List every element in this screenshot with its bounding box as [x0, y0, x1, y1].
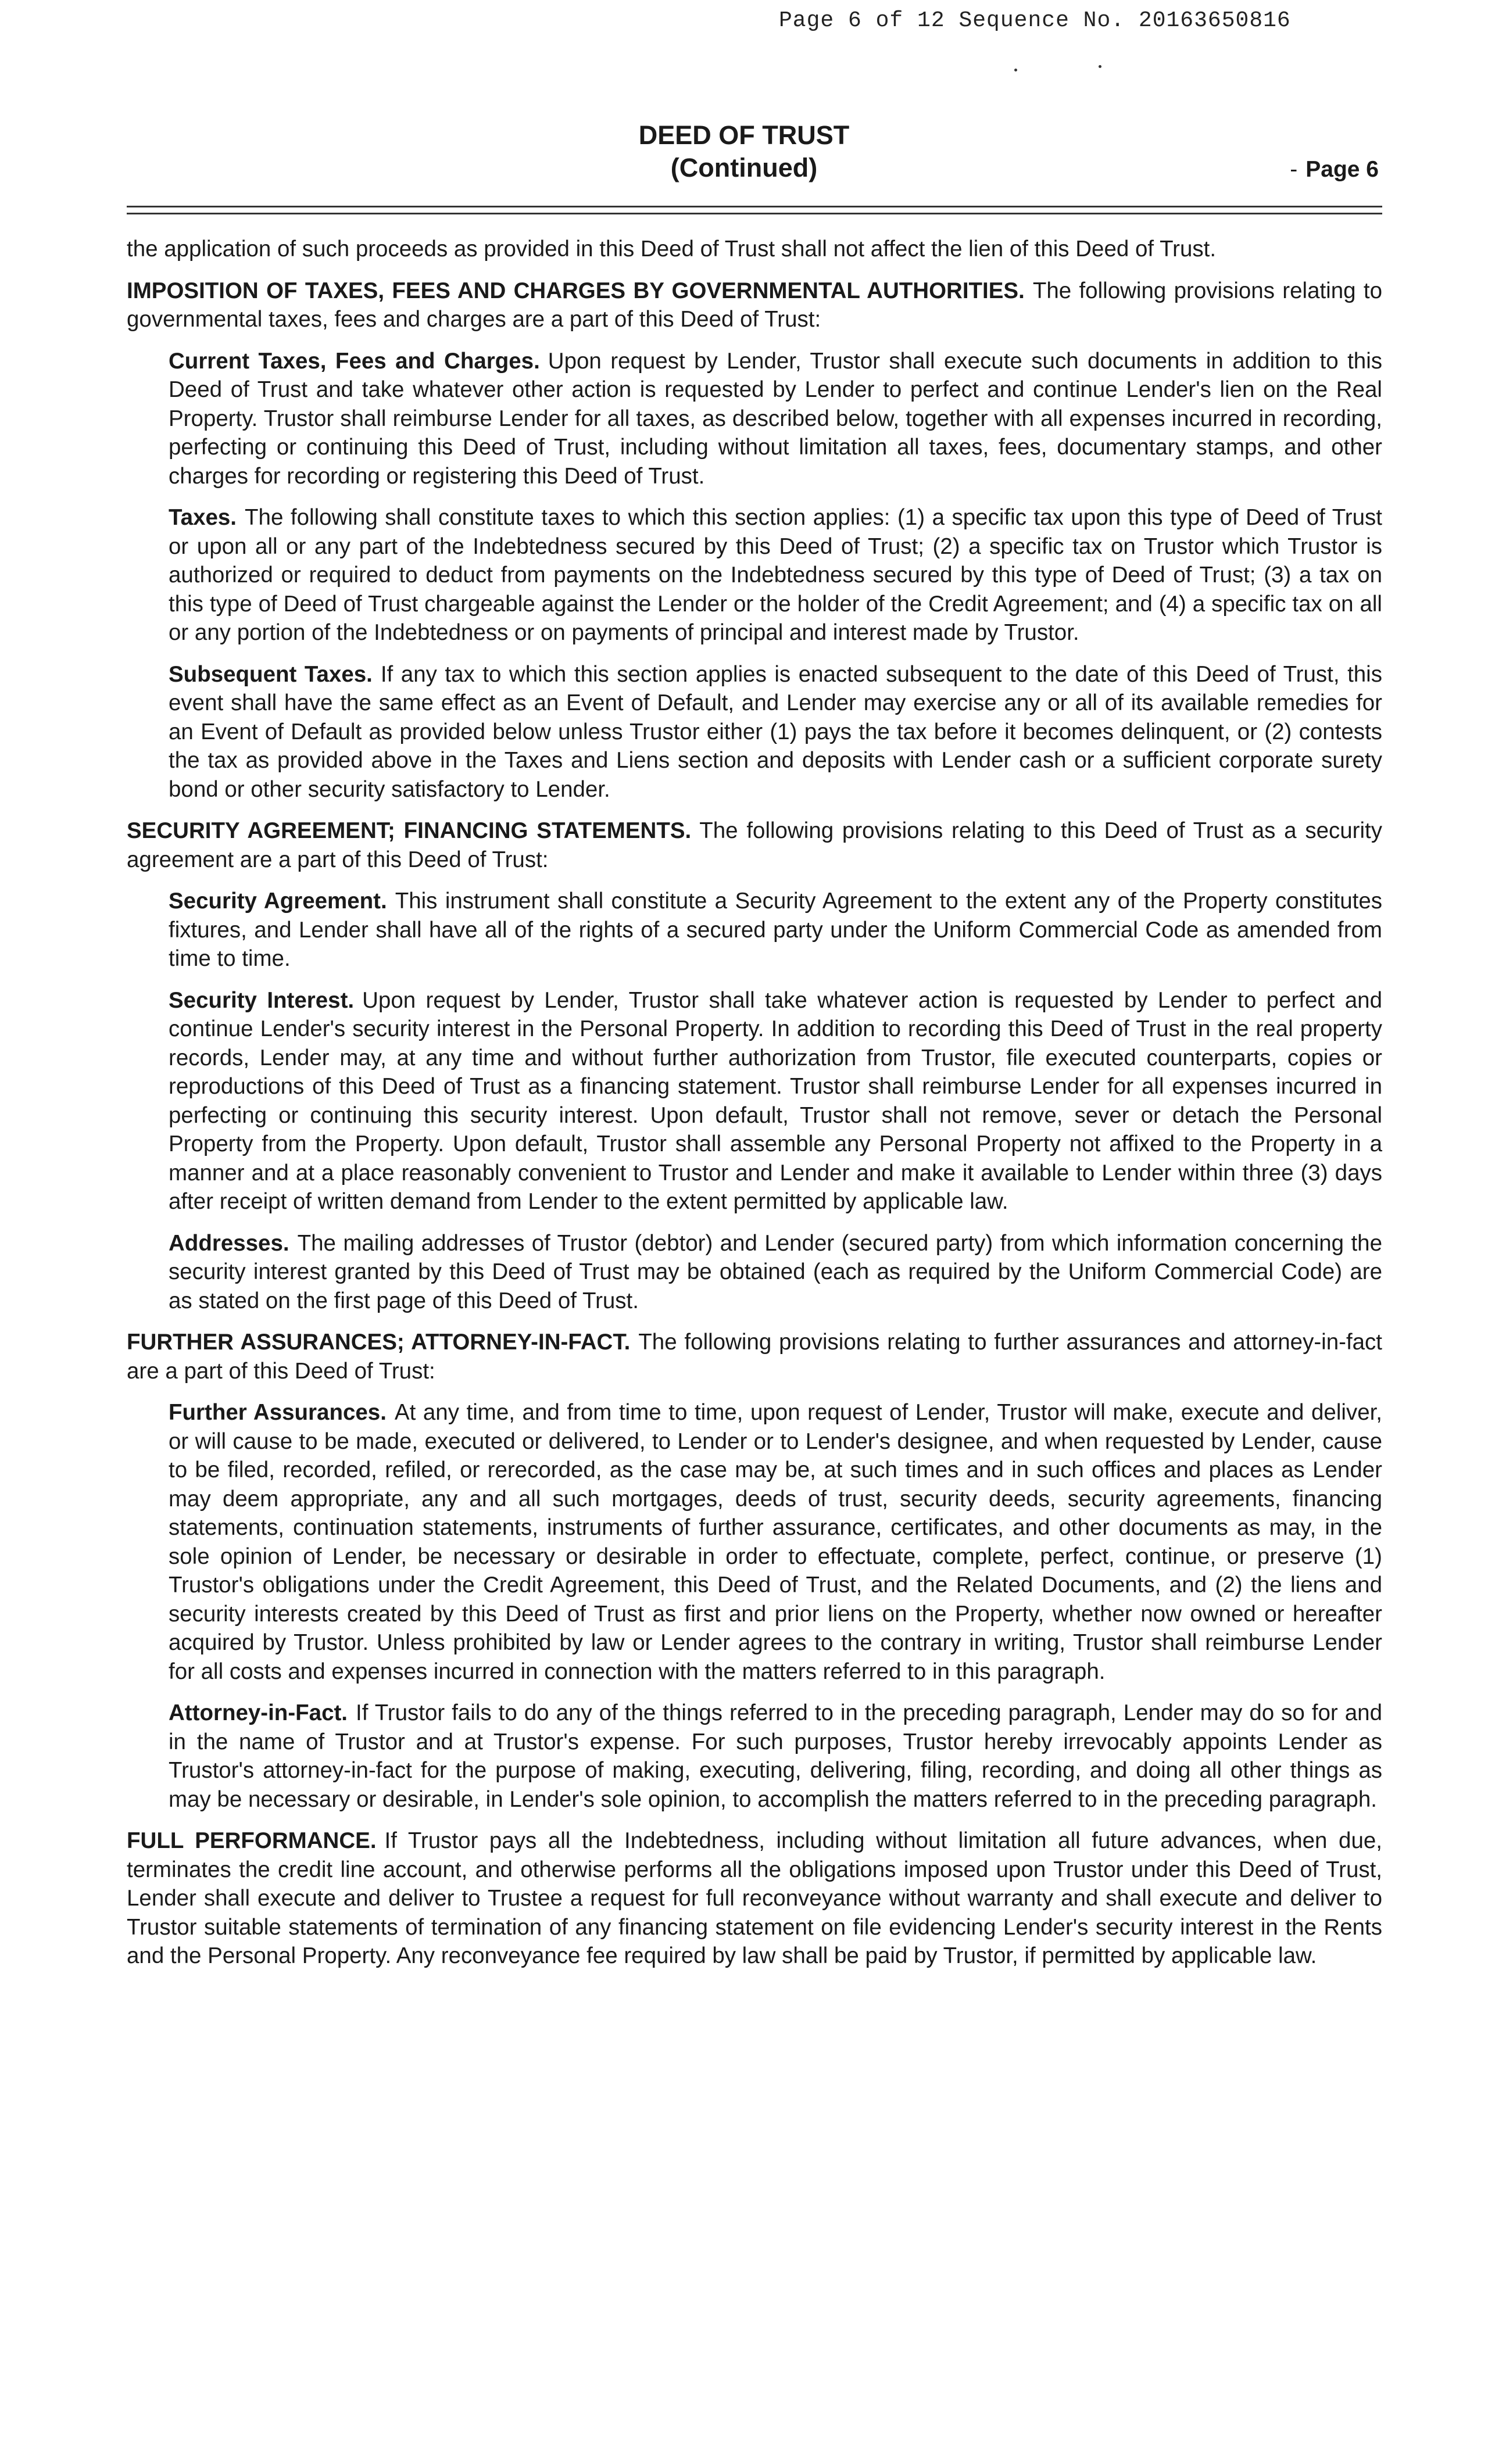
continuation-paragraph: the application of such proceeds as provided in this Deed of Trust shall not affect the lien of this Deed of Trust.	[127, 237, 1217, 262]
taxes-section-intro	[127, 277, 1382, 334]
document-subtitle: (Continued)	[670, 153, 818, 182]
subsection-heading: Security Interest.	[169, 987, 355, 1013]
assurances-section-intro	[127, 1328, 1382, 1385]
section-heading: IMPOSITION OF TAXES, FEES AND CHARGES BY GOVERNMENTAL AUTHORITIES.	[127, 278, 1025, 303]
full-performance-paragraph	[127, 1826, 1382, 1971]
scan-speck	[1014, 69, 1017, 71]
subsection-heading: Current Taxes, Fees and Charges.	[169, 348, 540, 374]
security-section-intro	[127, 816, 1382, 874]
section-intro-text: The following provisions relating to governmental taxes, fees and charges are a part of this Deed of Trust:	[127, 278, 1382, 332]
security-agreement-paragraph	[169, 887, 1382, 973]
section-heading: FULL PERFORMANCE.	[127, 1828, 377, 1853]
section-heading: SECURITY AGREEMENT; FINANCING STATEMENTS.	[127, 818, 692, 843]
security-interest-paragraph	[169, 986, 1382, 1216]
subsection-text: If any tax to which this section applies is enacted subsequent to the date of this Deed of Trust, this event shall have the same effect as an Event of Default, and Lender may exercise any or all of its available remedies for an Event of Default as provided below unless Trustor either (1) pays the tax before it becomes delinquent, or (2) contests the tax as provided above in the Taxes and Liens section and deposits with Lender cash or a sufficient corporate surety bond or other security satisfactory to Lender.	[169, 661, 1382, 802]
section-intro-text: The following provisions relating to this Deed of Trust as a security agreement are a part of this Deed of Trust:	[127, 818, 1382, 872]
subsection-text: If Trustor fails to do any of the things referred to in the preceding paragraph, Lender may do so for and in the name of Trustor and at Trustor's expense. For such purposes, Trustor hereby irrevocably appoints Lender as Trustor's attorney-in-fact for the purpose of making, executing, delivering, filing, recording, and doing all other things as may be necessary or desirable, in Lender's sole opinion, to accomplish the matters referred to in the preceding paragraph.	[169, 1700, 1382, 1812]
section-heading: FURTHER ASSURANCES; ATTORNEY-IN-FACT.	[127, 1330, 631, 1355]
taxes-paragraph	[169, 503, 1382, 647]
scan-speck	[1099, 65, 1101, 68]
subsection-heading: Attorney-in-Fact.	[169, 1700, 348, 1725]
subsection-text: The mailing addresses of Trustor (debtor) and Lender (secured party) from which information concerning the security interest granted by this Deed of Trust may be obtained (each as required by the Uniform Commercial Code) are as stated on the first page of this Deed of Trust.	[169, 1230, 1382, 1313]
subsection-text: The following shall constitute taxes to which this section applies: (1) a specific tax upon this type of Deed of Trust or upon all or any part of the Indebtedness secured by this Deed of Trust; (2) a specific tax on Trustor which Trustor is authorized or required to deduct from payments on the Indebtedness secured by this type of Deed of Trust; (3) a tax on this type of Deed of Trust chargeable against the Lender or the holder of the Credit Agreement; and (4) a specific tax on all or any portion of the Indebtedness or on payments of principal and interest made by Trustor.	[169, 505, 1382, 645]
subsection-text: This instrument shall constitute a Security Agreement to the extent any of the Property constitutes fixtures, and Lender shall have all of the rights of a secured party under the Uniform Commercial Code as amended from time to time.	[169, 889, 1382, 971]
subsection-heading: Further Assurances.	[169, 1400, 387, 1425]
current-taxes-paragraph	[169, 347, 1382, 491]
document-title-block	[0, 119, 1488, 184]
page-label: - Page 6	[1290, 157, 1379, 182]
addresses-paragraph	[169, 1229, 1382, 1316]
subsection-text: At any time, and from time to time, upon request of Lender, Trustor will make, execute and deliver, or will cause to be made, executed or delivered, to Lender or to Lender's designee, and when requested by Lender, cause to be filed, recorded, refiled, or rerecorded, as the case may be, at such times and in such offices and places as Lender may deem appropriate, any and all such mortgages, deeds of trust, security deeds, security agreements, financing statements, continuation statements, instruments of further assurance, certificates, and other documents as may, in the sole opinion of Lender, be necessary or desirable in order to effectuate, complete, perfect, continue, or preserve (1) Trustor's obligations under the Credit Agreement, this Deed of Trust, and the Related Documents, and (2) the liens and security interests created by this Deed of Trust as first and prior liens on the Property, whether now owned or hereafter acquired by Trustor. Unless prohibited by law or Lender agrees to the contrary in writing, Trustor shall reimburse Lender for all costs and expenses incurred in connection with the matters referred to in this paragraph.	[169, 1400, 1382, 1684]
subsection-text: Upon request by Lender, Trustor shall execute such documents in addition to this Deed of Trust and take whatever other action is requested by Lender to perfect and continue Lender's lien on the Real Property. Trustor shall reimburse Lender for all taxes, as described below, together with all expenses incurred in recording, perfecting or continuing this Deed of Trust, including without limitation all taxes, fees, documentary stamps, and other charges for recording or registering this Deed of Trust.	[169, 348, 1383, 489]
document-body	[127, 235, 1382, 1983]
subsection-text: Upon request by Lender, Trustor shall take whatever action is requested by Lender to perfect and continue Lender's security interest in the Personal Property. In addition to recording this Deed of Trust in the real property records, Lender may, at any time and without further authorization from Trustor, file executed counterparts, copies or reproductions of this Deed of Trust as a financing statement. Trustor shall reimburse Lender for all expenses incurred in perfecting or continuing this security interest. Upon default, Trustor shall not remove, sever or detach the Personal Property from the Property. Upon default, Trustor shall assemble any Personal Property not affixed to the Property in a manner and at a place reasonably convenient to Trustor and Lender and make it available to Lender within three (3) days after receipt of written demand from Lender to the extent permitted by applicable law.	[169, 987, 1382, 1214]
section-intro-text: The following provisions relating to further assurances and attorney-in-fact are a part of this Deed of Trust:	[127, 1330, 1383, 1384]
header-rule-top	[127, 206, 1382, 207]
subsection-heading: Addresses.	[169, 1230, 289, 1256]
header-rule-bottom	[127, 213, 1382, 214]
document-title: DEED OF TRUST	[638, 120, 850, 150]
subsection-heading: Taxes.	[169, 505, 237, 530]
section-text: If Trustor pays all the Indebtedness, including without limitation all future advances, when due, terminates the credit line account, and otherwise performs all the obligations imposed upon Trustor under this Deed of Trust, Lender shall execute and deliver to Trustee a request for full reconveyance without warranty and shall execute and deliver to Trustor suitable statements of termination of any financing statement on file evidencing Lender's security interest in the Rents and the Personal Property. Any reconveyance fee required by law shall be paid by Trustor, if permitted by applicable law.	[127, 1828, 1382, 1968]
further-assurances-paragraph	[169, 1398, 1382, 1686]
subsection-heading: Security Agreement.	[169, 889, 387, 914]
subsequent-taxes-paragraph	[169, 660, 1382, 804]
page-label-text: Page 6	[1305, 157, 1379, 182]
subsection-heading: Subsequent Taxes.	[169, 661, 373, 687]
attorney-in-fact-paragraph	[169, 1699, 1382, 1814]
sequence-number: Page 6 of 12 Sequence No. 20163650816	[779, 8, 1291, 33]
